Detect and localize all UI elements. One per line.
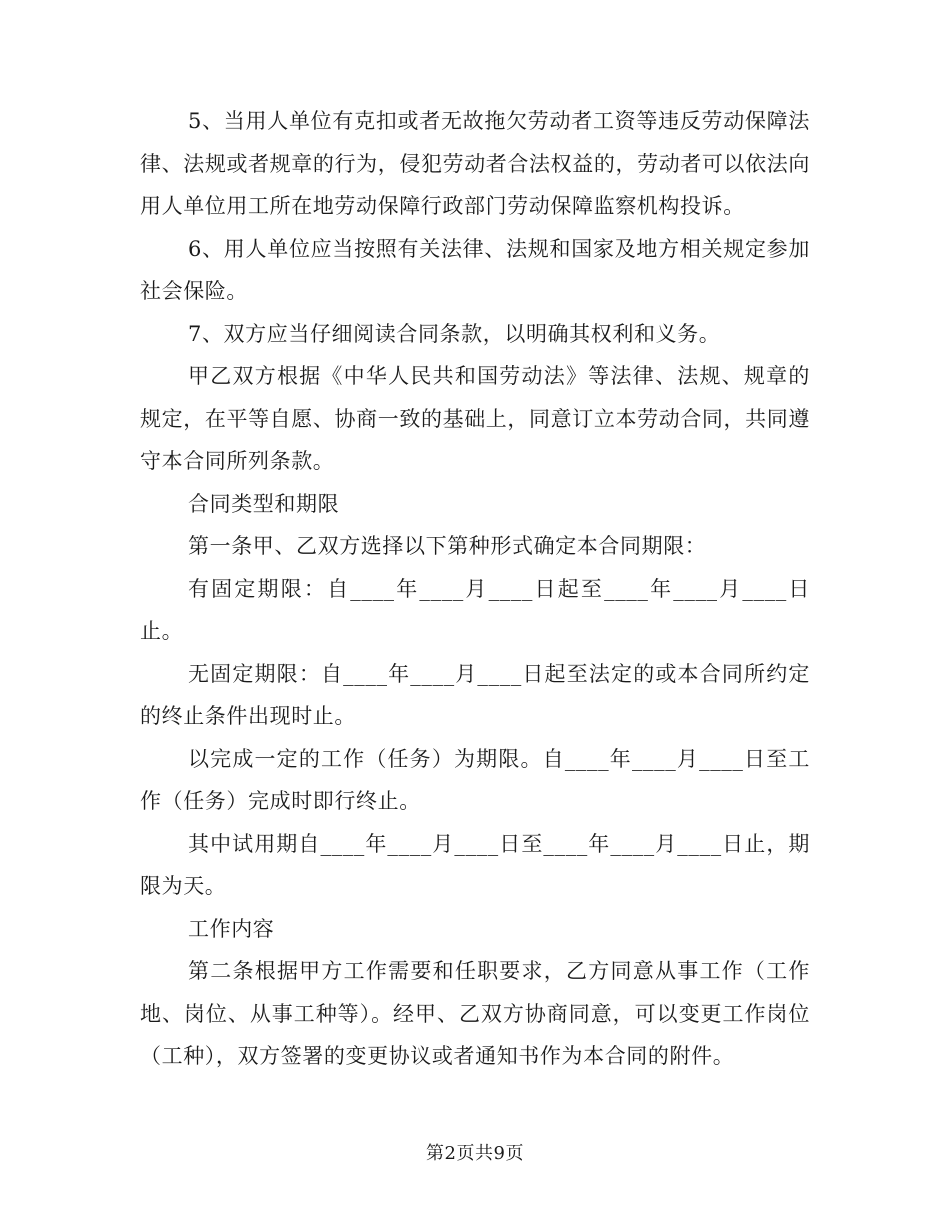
probation-line: 其中试用期自____年____月____日至____年____月____日止，期限为天。: [140, 831, 810, 898]
article-2: 第二条根据甲方工作需要和任职要求，乙方同意从事工作（工作地、岗位、从事工种等）。经甲、乙双方协商同意，可以变更工作岗位（工种），双方签署的变更协议或者通知书作为本合同的附件。: [140, 959, 810, 1068]
contract-preamble: 甲乙双方根据《中华人民共和国劳动法》等法律、法规、规章的规定，在平等自愿、协商一致的基础上，同意订立本劳动合同，共同遵守本合同所列条款。: [140, 364, 810, 473]
open-term-line: 无固定期限：自____年____月____日起至法定的或本合同所约定的终止条件出现时止。: [140, 661, 810, 728]
clause-5: 5、当用人单位有克扣或者无故拖欠劳动者工资等违反劳动保障法律、法规或者规章的行为，侵犯劳动者合法权益的，劳动者可以依法向用人单位用工所在地劳动保障行政部门劳动保障监察机构投诉。: [140, 109, 810, 218]
section-heading-contract-type: 合同类型和期限: [188, 491, 340, 516]
clause-6: 6、用人单位应当按照有关法律、法规和国家及地方相关规定参加社会保险。: [140, 236, 810, 303]
fixed-term-line: 有固定期限：自____年____月____日起至____年____月____日止。: [140, 576, 810, 643]
clause-7: 7、双方应当仔细阅读合同条款，以明确其权利和义务。: [188, 321, 721, 346]
task-term-line: 以完成一定的工作（任务）为期限。自____年____月____日至工作（任务）完成时即行终止。: [140, 746, 810, 813]
article-1: 第一条甲、乙双方选择以下第种形式确定本合同期限：: [188, 534, 707, 558]
document-body: [140, 100, 810, 1078]
page-number-footer: 第2页共9页: [426, 1143, 524, 1164]
section-heading-work-content: 工作内容: [188, 916, 275, 941]
